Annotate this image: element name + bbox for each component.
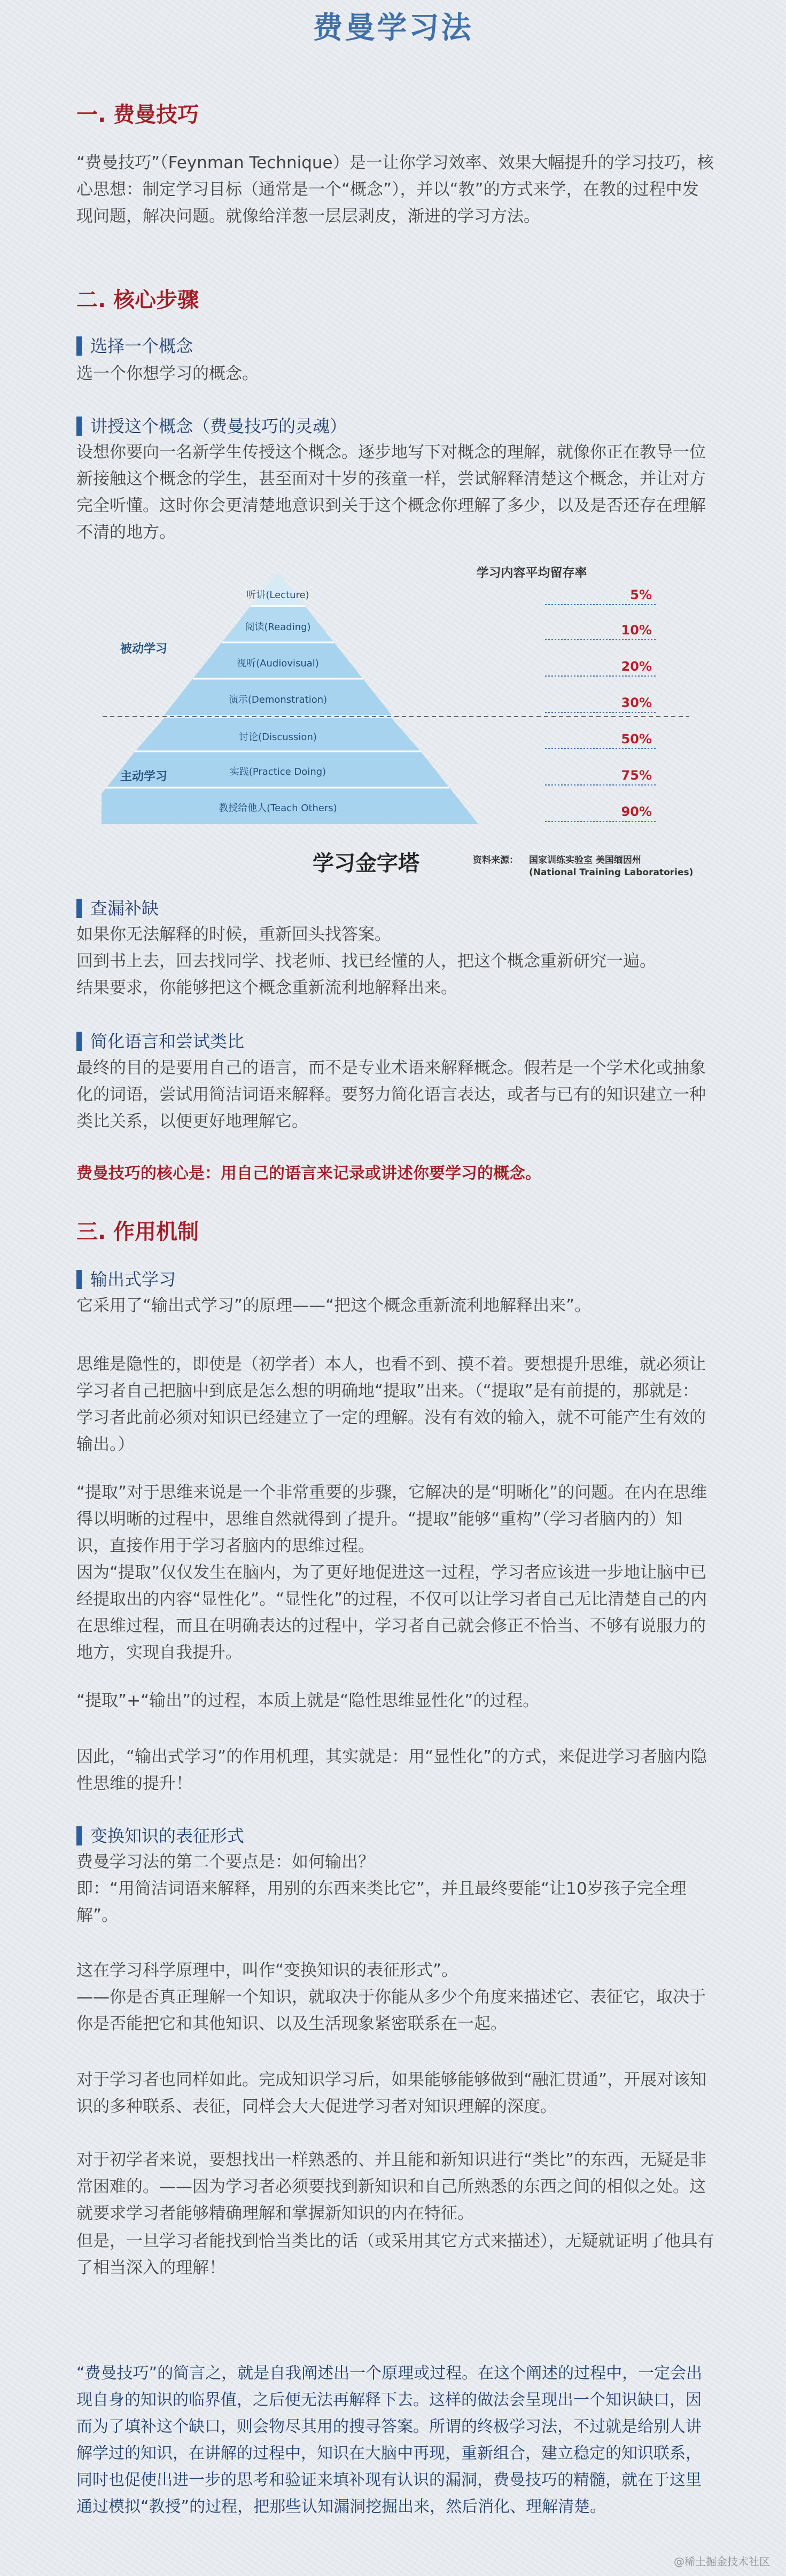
- pyramid-label-demonstration: 演示(Demonstration): [228, 694, 328, 705]
- retention-rate-lecture: 5%: [630, 587, 652, 602]
- retention-rate-demonstration: 30%: [621, 695, 652, 710]
- pyramid-source-cn: 国家训练实验室 美国缅因州: [529, 855, 641, 866]
- retention-rate-teach-others: 90%: [621, 804, 652, 819]
- output-learning-p4: 因为“提取”仅仅发生在脑内，为了更好地促进这一过程，学习者应该进一步地让脑中已经提取出的内容“显性化”。“显性化”的过程，不仅可以让学习者自己无比清楚自己的内在思维过程，而且在明确表达的过程中，学习者自己就会修正不恰当、不够有说服力的地方，实现自我提升。: [76, 1563, 707, 1662]
- pyramid-source-en: (National Training Laboratories): [529, 867, 694, 878]
- step-simplify-text: 最终的目的是要用自己的语言，而不是专业术语来解释概念。假若是一个学术化或抽象化的词语，尝试用简洁词语来解释。要努力简化语言表达，或者与已有的知识建立一种类比关系，以便更好地理解它。: [76, 1058, 706, 1131]
- retention-rate-reading: 10%: [621, 623, 652, 638]
- pyramid-caption: 学习金字塔: [313, 851, 419, 876]
- representation-p1: 费曼学习法的第二个要点是：如何输出？: [76, 1852, 375, 1872]
- representation-p2: 即：“用简洁词语来解释，用别的东西来类比它”，并且最终要能“让10岁孩子完全理解”。: [76, 1879, 687, 1925]
- step-choose-concept-text: 选一个你想学习的概念。: [76, 364, 259, 383]
- summary-paragraph: “费曼技巧”的简言之，就是自我阐述出一个原理或过程。在这个阐述的过程中，一定会出现自身的知识的临界值，之后便无法再解释下去。这样的做法会呈现出一个知识缺口，因而为了填补这个缺口，则会物尽其用的搜寻答案。所谓的终极学习法，不过就是给别人讲解学过的知识，在讲解的过程中，知识在大脑中再现，重新组合，建立稳定的知识联系，同时也促使出进一步的思考和验证来填补现有认识的漏洞，费曼技巧的精髓，就在于这里通过模拟“教授”的过程，把那些认知漏洞挖掘出来，然后消化、理解清楚。: [76, 2364, 703, 2516]
- representation-title: 变换知识的表征形式: [76, 1826, 244, 1845]
- retention-rate-practice: 75%: [621, 768, 652, 783]
- pyramid-label-reading: 阅读(Reading): [245, 622, 311, 633]
- retention-title: 学习内容平均留存率: [476, 566, 587, 580]
- learning-pyramid-figure: [102, 555, 695, 897]
- step-fill-gaps-title: 查漏补缺: [76, 899, 159, 918]
- retention-rate-audiovisual: 20%: [621, 659, 652, 674]
- active-learning-label: 主动学习: [120, 770, 168, 783]
- pyramid-label-teach-others: 教授给他人(Teach Others): [219, 803, 337, 814]
- pyramid-label-practice: 实践(Practice Doing): [229, 766, 326, 777]
- pyramid-source-label: 资料来源：: [473, 855, 518, 866]
- representation-p7: 但是，一旦学习者能找到恰当类比的话（或采用其它方式来描述），无疑就证明了他具有了相当深入的理解！: [76, 2232, 714, 2277]
- pyramid-label-lecture: 听讲(Lecture): [246, 590, 309, 601]
- page-title: 费曼学习法: [313, 11, 473, 45]
- output-learning-p6: 因此，“输出式学习”的作用机理，其实就是：用“显性化”的方式，来促进学习者脑内隐性思维的提升！: [76, 1747, 707, 1793]
- step-fill-gaps-line-1: 如果你无法解释的时候，重新回头找答案。: [76, 925, 391, 944]
- step-choose-concept-title: 选择一个概念: [76, 336, 193, 356]
- output-learning-p2: 思维是隐性的，即使是（初学者）本人，也看不到、摸不着。要想提升思维，就必须让学习者自己把脑中到底是怎么想的明确地“提取”出来。（“提取”是有前提的，那就是：学习者此前必须对知识已经建立了一定的理解。没有有效的输入，就不可能产生有效的输出。）: [76, 1355, 706, 1454]
- representation-p3: 这在学习科学原理中，叫作“变换知识的表征形式”。: [76, 1961, 458, 1980]
- section-heading-mechanism: 三. 作用机制: [76, 1220, 199, 1244]
- step-teach-concept-text: 设想你要向一名新学生传授这个概念。逐步地写下对概念的理解，就像你正在教导一位新接触这个概念的学生，甚至面对十岁的孩童一样，尝试解释清楚这个概念，并让对方完全听懂。这时你会更清楚地意识到关于这个概念你理解了多少，以及是否还存在理解不清的地方。: [76, 443, 706, 542]
- step-fill-gaps-line-2: 回到书上去，回去找同学、找老师、找已经懂的人，把这个概念重新研究一遍。: [76, 952, 656, 971]
- passive-learning-label: 被动学习: [120, 642, 168, 656]
- pyramid-label-audiovisual: 视听(Audiovisual): [237, 658, 319, 669]
- output-learning-p3: “提取”对于思维来说是一个非常重要的步骤，它解决的是“明晰化”的问题。在内在思维得以明晰的过程中，思维自然就得到了提升。“提取”能够“重构”（学习者脑内的）知识，直接作用于学习者脑内的思维过程。: [76, 1483, 707, 1556]
- step-teach-concept-title: 讲授这个概念（费曼技巧的灵魂）: [76, 417, 347, 436]
- representation-p5: 对于学习者也同样如此。完成知识学习后，如果能够能够做到“融汇贯通”，开展对该知识的多种联系、表征，同样会大大促进学习者对知识理解的深度。: [76, 2070, 707, 2116]
- pyramid-label-discussion: 讨论(Discussion): [239, 732, 317, 743]
- section-heading-feynman-technique: 一. 费曼技巧: [76, 103, 199, 127]
- retention-rate-discussion: 50%: [621, 732, 652, 747]
- section-heading-core-steps: 二. 核心步骤: [76, 288, 199, 312]
- feynman-intro-paragraph: “费曼技巧”（Feynman Technique）是一让你学习效率、效果大幅提升的学习技巧，核心思想：制定学习目标（通常是一个“概念”），并以“教”的方式来学，在教的过程中发现问题，解决问题。就像给洋葱一层层剥皮，渐进的学习方法。: [76, 153, 714, 226]
- pyramid-tier-1: [251, 571, 305, 606]
- output-learning-p5: “提取”+“输出”的过程，本质上就是“隐性思维显性化”的过程。: [76, 1691, 540, 1710]
- core-statement: 费曼技巧的核心是：用自己的语言来记录或讲述你要学习的概念。: [76, 1164, 541, 1183]
- representation-p6: 对于初学者来说，要想找出一样熟悉的、并且能和新知识进行“类比”的东西，无疑是非常困难的。——因为学习者必须要找到新知识和自己所熟悉的东西之间的相似之处。这就要求学习者能够精确理解和掌握新知识的内在特征。: [76, 2150, 707, 2223]
- representation-p4: ——你是否真正理解一个知识，就取决于你能从多少个角度来描述它、表征它，取决于你是否能把它和其他知识、以及生活现象紧密联系在一起。: [76, 1988, 706, 2033]
- watermark: @稀土掘金技术社区: [674, 2555, 770, 2568]
- output-learning-title: 输出式学习: [76, 1270, 176, 1289]
- output-learning-p1: 它采用了“输出式学习”的原理——“把这个概念重新流利地解释出来”。: [76, 1296, 592, 1315]
- step-simplify-title: 简化语言和尝试类比: [76, 1032, 244, 1051]
- step-fill-gaps-line-3: 结果要求，你能够把这个概念重新流利地解释出来。: [76, 978, 457, 998]
